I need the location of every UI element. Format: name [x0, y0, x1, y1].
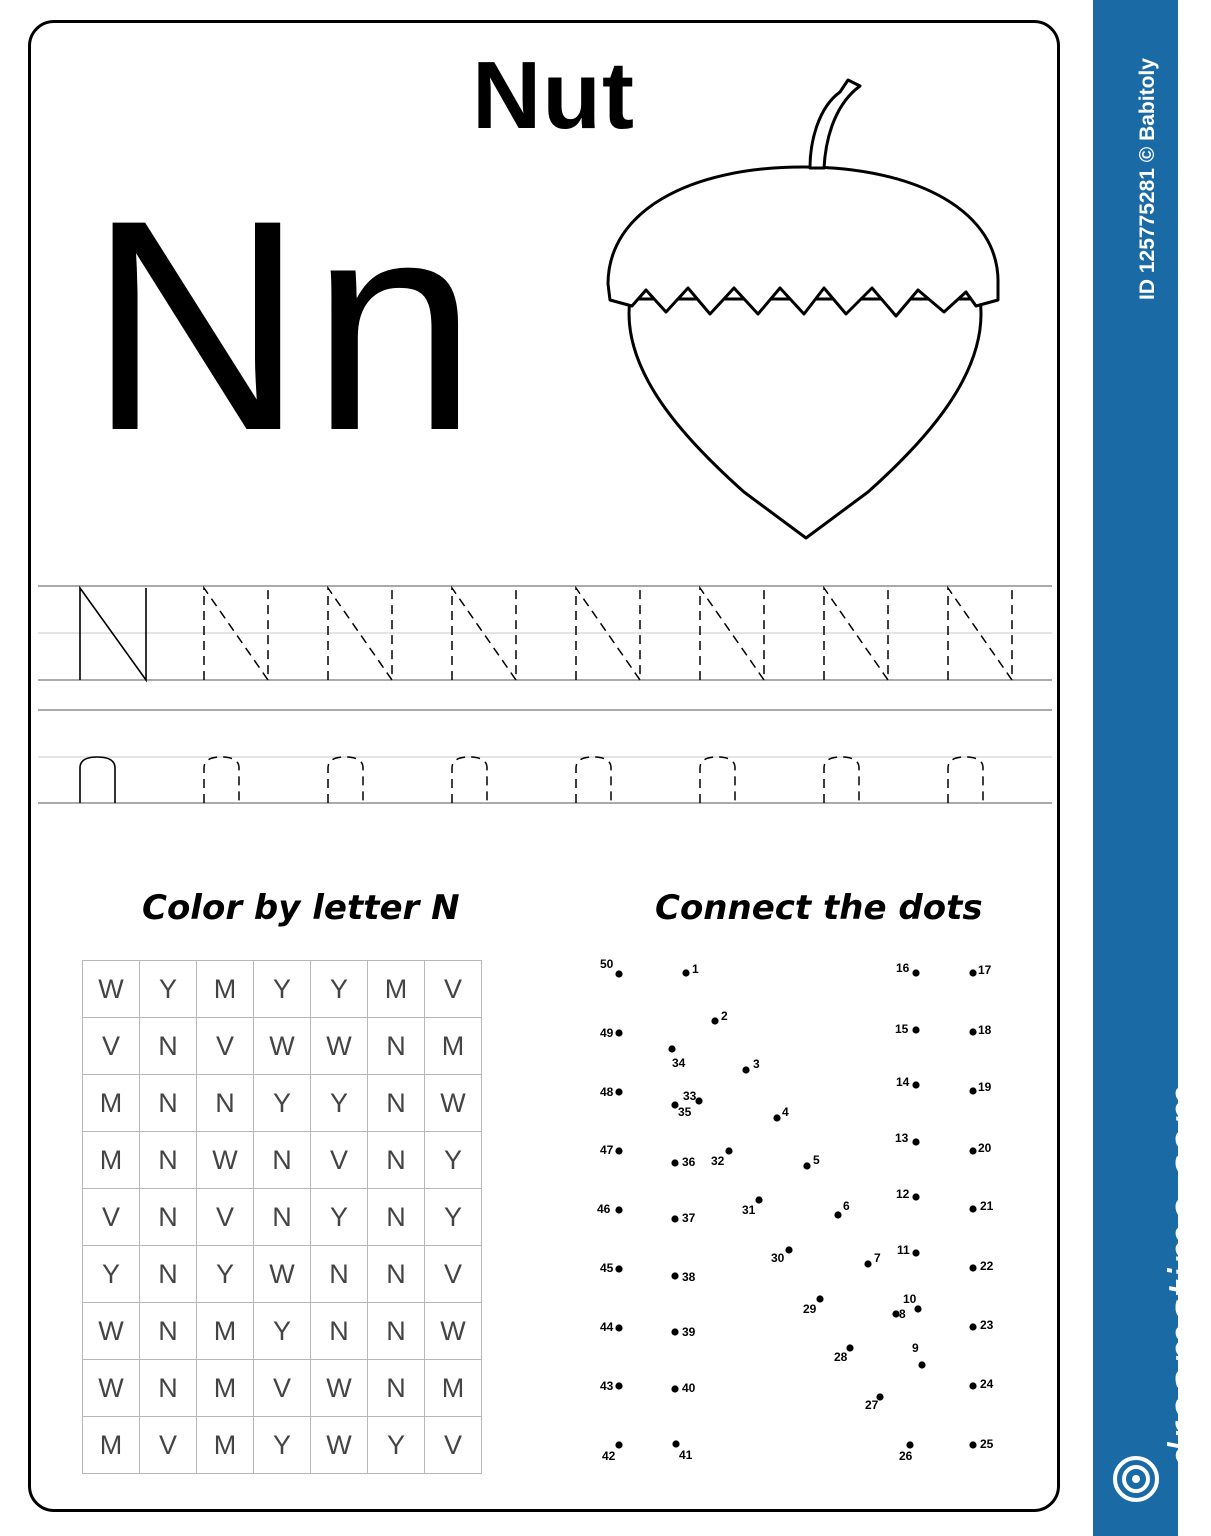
dot-point[interactable] — [615, 1206, 622, 1213]
dot-point[interactable] — [615, 1265, 622, 1272]
big-letters: Nn — [88, 157, 484, 493]
dot-label: 7 — [874, 1251, 881, 1265]
grid-cell[interactable]: N — [140, 1303, 197, 1360]
grid-row — [83, 1018, 482, 1075]
dot-label: 4 — [782, 1105, 789, 1119]
dot-point[interactable] — [615, 970, 622, 977]
grid-cell[interactable]: V — [197, 1189, 254, 1246]
dot-label: 41 — [679, 1448, 693, 1462]
dot-point[interactable] — [615, 1324, 622, 1331]
dot-label: 33 — [683, 1089, 697, 1103]
dot-label: 6 — [843, 1199, 850, 1213]
grid-cell[interactable]: M — [197, 1360, 254, 1417]
grid-cell[interactable]: N — [254, 1132, 311, 1189]
tracing-lower-dashed — [328, 757, 363, 803]
dot-point[interactable] — [912, 1081, 919, 1088]
grid-cell[interactable]: N — [368, 1189, 425, 1246]
dot-label: 13 — [895, 1131, 909, 1145]
grid-cell[interactable]: V — [425, 961, 482, 1018]
tracing-lower-dashed — [452, 757, 487, 803]
grid-cell[interactable]: W — [197, 1132, 254, 1189]
dot-label: 11 — [897, 1243, 910, 1257]
dot-point[interactable] — [615, 1029, 622, 1036]
grid-cell[interactable]: M — [83, 1075, 140, 1132]
grid-cell[interactable]: N — [197, 1075, 254, 1132]
dot-point[interactable] — [969, 1323, 976, 1330]
dot-point[interactable] — [682, 969, 689, 976]
dot-label: 37 — [682, 1211, 696, 1225]
grid-cell[interactable]: N — [368, 1132, 425, 1189]
grid-cell[interactable]: V — [311, 1132, 368, 1189]
grid-cell[interactable]: Y — [254, 1417, 311, 1474]
dot-label: 28 — [834, 1350, 848, 1364]
dot-label: 48 — [600, 1085, 614, 1099]
color-by-letter-title: Color by letter N — [142, 888, 460, 928]
dot-point[interactable] — [969, 1147, 976, 1154]
grid-cell[interactable]: N — [368, 1303, 425, 1360]
dot-label: 43 — [600, 1379, 614, 1393]
tracing-lower-dashed — [576, 757, 611, 803]
tracing-lower-dashed — [204, 757, 239, 803]
grid-cell[interactable]: Y — [254, 961, 311, 1018]
color-by-letter-grid — [82, 960, 482, 1474]
dot-label: 32 — [711, 1154, 725, 1168]
grid-cell[interactable]: V — [83, 1018, 140, 1075]
grid-cell[interactable]: Y — [197, 1246, 254, 1303]
dot-label: 14 — [896, 1075, 910, 1089]
dot-point[interactable] — [671, 1328, 678, 1335]
grid-cell[interactable]: Y — [83, 1246, 140, 1303]
tracing-upper-dashed — [948, 588, 1012, 680]
dot-point[interactable] — [912, 1193, 919, 1200]
grid-cell[interactable]: Y — [368, 1417, 425, 1474]
grid-cell[interactable]: Y — [425, 1132, 482, 1189]
worksheet-title: Nut — [472, 42, 635, 149]
grid-row — [83, 1360, 482, 1417]
dot-point[interactable] — [725, 1147, 732, 1154]
grid-cell[interactable]: V — [83, 1189, 140, 1246]
dot-point[interactable] — [671, 1215, 678, 1222]
grid-cell[interactable]: W — [311, 1417, 368, 1474]
grid-cell[interactable]: Y — [254, 1303, 311, 1360]
dot-point[interactable] — [969, 1028, 976, 1035]
grid-cell[interactable]: M — [197, 961, 254, 1018]
dot-label: 27 — [865, 1398, 879, 1412]
grid-cell[interactable]: M — [197, 1417, 254, 1474]
tracing-upper-dashed — [452, 588, 516, 680]
grid-cell[interactable]: V — [197, 1018, 254, 1075]
dot-label: 24 — [980, 1377, 994, 1391]
dot-point[interactable] — [755, 1196, 762, 1203]
dot-label: 23 — [980, 1318, 994, 1332]
grid-cell[interactable]: N — [140, 1189, 197, 1246]
dot-label: 39 — [682, 1325, 696, 1339]
tracing-lower-dashed — [948, 757, 983, 803]
dot-point[interactable] — [864, 1260, 871, 1267]
dot-label: 45 — [600, 1261, 614, 1275]
grid-cell[interactable]: N — [140, 1018, 197, 1075]
grid-cell[interactable]: M — [83, 1132, 140, 1189]
dot-point[interactable] — [671, 1272, 678, 1279]
grid-cell[interactable]: N — [368, 1018, 425, 1075]
grid-row — [83, 1189, 482, 1246]
grid-cell[interactable]: W — [425, 1075, 482, 1132]
grid-row — [83, 961, 482, 1018]
tracing-upper-dashed — [204, 588, 268, 680]
dot-label: 31 — [742, 1203, 756, 1217]
dot-label: 25 — [980, 1437, 994, 1451]
grid-cell[interactable]: M — [425, 1018, 482, 1075]
grid-row — [83, 1417, 482, 1474]
grid-cell[interactable]: N — [368, 1075, 425, 1132]
dot-point[interactable] — [912, 1249, 919, 1256]
dot-point[interactable] — [906, 1441, 913, 1448]
tracing-upper-dashed — [700, 588, 764, 680]
dot-label: 46 — [597, 1202, 611, 1216]
dot-label: 15 — [895, 1022, 909, 1036]
dot-label: 12 — [896, 1187, 910, 1201]
spiral-logo-icon — [1112, 1455, 1160, 1503]
dot-label: 44 — [600, 1320, 614, 1334]
grid-cell[interactable]: N — [254, 1189, 311, 1246]
dot-label: 49 — [600, 1026, 614, 1040]
dot-label: 22 — [980, 1259, 994, 1273]
dot-point[interactable] — [672, 1440, 679, 1447]
grid-cell[interactable]: M — [197, 1303, 254, 1360]
grid-cell[interactable]: N — [311, 1303, 368, 1360]
dot-label: 42 — [602, 1449, 616, 1463]
grid-cell[interactable]: N — [140, 1075, 197, 1132]
grid-row — [83, 1132, 482, 1189]
dot-label: 36 — [682, 1155, 696, 1169]
grid-cell[interactable]: Y — [254, 1075, 311, 1132]
grid-row — [83, 1303, 482, 1360]
dot-point[interactable] — [912, 1026, 919, 1033]
grid-row — [83, 1246, 482, 1303]
dot-label: 29 — [803, 1302, 817, 1316]
brand-text: dreamstime.com — [1160, 1082, 1211, 1470]
dot-label: 30 — [771, 1251, 785, 1265]
dot-point[interactable] — [969, 969, 976, 976]
dot-label: 16 — [896, 961, 910, 975]
grid-cell[interactable]: N — [368, 1246, 425, 1303]
dot-label: 34 — [672, 1056, 686, 1070]
dot-label: 47 — [600, 1143, 614, 1157]
grid-cell[interactable]: W — [425, 1303, 482, 1360]
dot-label: 40 — [682, 1381, 696, 1395]
grid-cell[interactable]: W — [83, 961, 140, 1018]
dot-label: 3 — [753, 1057, 760, 1071]
connect-dots-title: Connect the dots — [655, 888, 983, 928]
tracing-lower-dashed — [700, 757, 735, 803]
tracing-upper-dashed — [328, 588, 392, 680]
grid-cell[interactable]: M — [83, 1417, 140, 1474]
grid-cell[interactable]: N — [311, 1246, 368, 1303]
grid-cell[interactable]: W — [254, 1246, 311, 1303]
dot-label: 18 — [978, 1023, 992, 1037]
tracing-upper-dashed — [576, 588, 640, 680]
dot-point[interactable] — [785, 1246, 792, 1253]
dot-point[interactable] — [615, 1441, 622, 1448]
dot-point[interactable] — [615, 1382, 622, 1389]
grid-cell[interactable]: Y — [311, 1189, 368, 1246]
tracing-lower-dashed — [824, 757, 859, 803]
tracing-upper-model — [80, 588, 146, 680]
dot-label: 19 — [978, 1080, 992, 1094]
image-id-text: ID 125775281 © Babitoly — [1136, 58, 1159, 300]
grid-cell[interactable]: V — [254, 1360, 311, 1417]
grid-cell[interactable]: M — [425, 1360, 482, 1417]
dot-point[interactable] — [695, 1097, 702, 1104]
dot-point[interactable] — [816, 1295, 823, 1302]
grid-cell[interactable]: V — [425, 1246, 482, 1303]
dot-point[interactable] — [846, 1344, 853, 1351]
grid-cell[interactable]: N — [368, 1360, 425, 1417]
dot-point[interactable] — [834, 1211, 841, 1218]
grid-cell[interactable]: N — [140, 1132, 197, 1189]
dot-label: 21 — [980, 1199, 994, 1213]
dot-point[interactable] — [969, 1264, 976, 1271]
grid-cell[interactable]: W — [311, 1018, 368, 1075]
dot-label: 9 — [912, 1341, 919, 1355]
dot-point[interactable] — [969, 1205, 976, 1212]
dot-point[interactable] — [912, 1138, 919, 1145]
dot-label: 2 — [721, 1009, 728, 1023]
tracing-upper-dashed — [824, 588, 888, 680]
dot-point[interactable] — [742, 1066, 749, 1073]
grid-cell[interactable]: W — [311, 1360, 368, 1417]
dot-label: 10 — [903, 1292, 917, 1306]
grid-cell[interactable]: V — [140, 1417, 197, 1474]
grid-cell[interactable]: V — [425, 1417, 482, 1474]
grid-cell[interactable]: W — [83, 1360, 140, 1417]
dot-point[interactable] — [711, 1017, 718, 1024]
dot-point[interactable] — [918, 1361, 925, 1368]
grid-cell[interactable]: M — [368, 961, 425, 1018]
dot-point[interactable] — [969, 1087, 976, 1094]
dot-point[interactable] — [615, 1147, 622, 1154]
grid-cell[interactable]: N — [140, 1360, 197, 1417]
dot-label: 1 — [692, 962, 699, 976]
dot-point[interactable] — [615, 1088, 622, 1095]
grid-cell[interactable]: Y — [311, 961, 368, 1018]
tracing-lower-model — [80, 757, 115, 803]
dot-point[interactable] — [914, 1305, 921, 1312]
dot-point[interactable] — [671, 1385, 678, 1392]
dot-label: 38 — [682, 1270, 696, 1284]
grid-row — [83, 1075, 482, 1132]
dot-label: 5 — [813, 1153, 820, 1167]
dot-point[interactable] — [773, 1114, 780, 1121]
grid-cell[interactable]: Y — [425, 1189, 482, 1246]
dot-label: 20 — [978, 1141, 992, 1155]
grid-cell[interactable]: N — [140, 1246, 197, 1303]
dot-point[interactable] — [969, 1382, 976, 1389]
dot-point[interactable] — [969, 1441, 976, 1448]
dot-label: 17 — [978, 963, 992, 977]
dot-label: 35 — [678, 1105, 692, 1119]
grid-cell[interactable]: Y — [140, 961, 197, 1018]
grid-cell[interactable]: W — [254, 1018, 311, 1075]
dot-label: 26 — [899, 1449, 913, 1463]
dot-label: 8 — [899, 1307, 906, 1321]
grid-cell[interactable]: Y — [311, 1075, 368, 1132]
dot-point[interactable] — [912, 969, 919, 976]
dot-point[interactable] — [671, 1159, 678, 1166]
grid-cell[interactable]: W — [83, 1303, 140, 1360]
dot-label: 50 — [600, 957, 614, 971]
dot-point[interactable] — [803, 1162, 810, 1169]
dot-point[interactable] — [668, 1045, 675, 1052]
